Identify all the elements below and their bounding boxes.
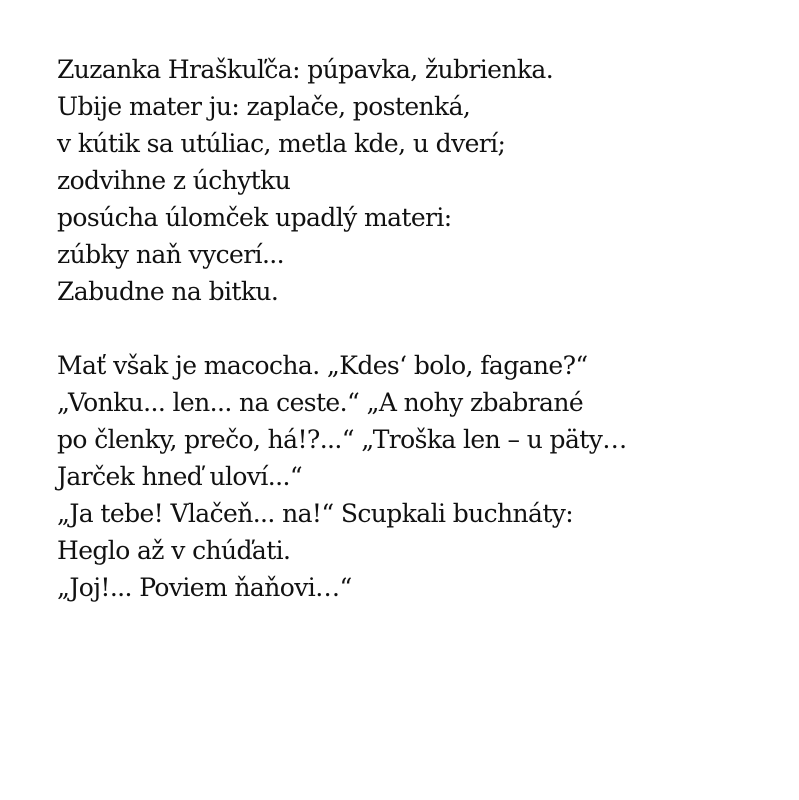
poem-line: „Ja tebe! Vlačeň... na!“ Scupkali buchnáty: (57, 499, 574, 528)
poem-line: Jarček hneď uloví...“ (57, 462, 303, 491)
poem-line: v kútik sa utúliac, metla kde, u dverí; (57, 129, 506, 158)
poem-line: zodvihne z úchytku (57, 166, 291, 195)
poem-line: „Vonku... len... na ceste.“ „A nohy zbabrané (57, 388, 584, 417)
stanza-2 (57, 347, 777, 606)
poem-line: po členky, prečo, há!?...“ „Troška len – u päty… (57, 425, 627, 454)
poem-line: Heglo až v chúďati. (57, 536, 291, 565)
poem-line: Ubije mater ju: zaplače, postenká, (57, 92, 471, 121)
stanza-1 (57, 51, 777, 310)
poem-line: Zuzanka Hraškuľča: púpavka, žubrienka. (57, 55, 554, 84)
poem-line: „Joj!... Poviem ňaňovi…“ (57, 573, 352, 602)
poem-text (57, 51, 777, 606)
poem-line: Zabudne na bitku. (57, 277, 279, 306)
poem-line: zúbky naň vycerí... (57, 240, 284, 269)
poem-line: posúcha úlomček upadlý materi: (57, 203, 452, 232)
poem-line: Mať však je macocha. „Kdes‘ bolo, fagane?“ (57, 351, 588, 380)
